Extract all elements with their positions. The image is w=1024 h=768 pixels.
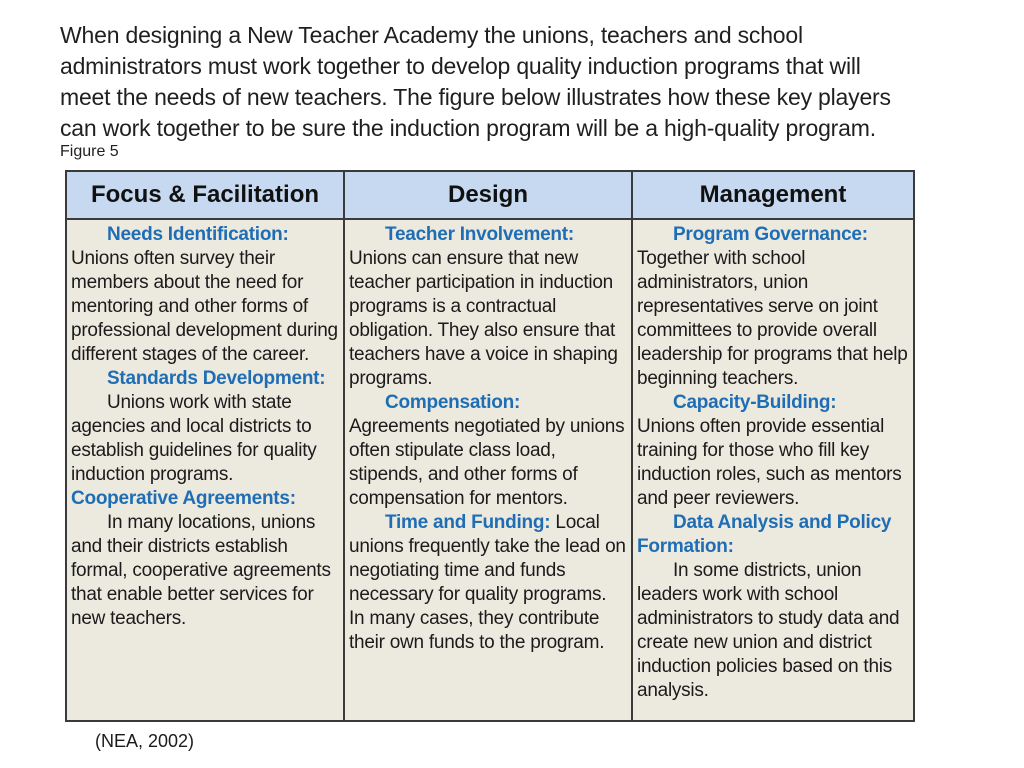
section-body: Unions can ensure that new teacher participation in induction programs is a contractual obligation. They also ensure that teachers have a voice in shaping programs. (349, 248, 618, 389)
section-body: Unions often provide essential training for those who fill key induction roles, such as mentors and peer reviewers. (637, 416, 902, 509)
section-body-inline: Local unions frequently take the lead on negotiating time and funds necessary for quality programs. In many cases, they contribute their own funds to the program. (349, 512, 626, 653)
citation: (NEA, 2002) (95, 731, 195, 751)
section-heading-text: Program Governance: (673, 224, 868, 245)
intro-line: administrators must work together to develop quality induction programs that will (60, 53, 861, 79)
section-heading (71, 487, 338, 511)
section-heading (637, 391, 908, 415)
section-heading-text: Teacher Involvement: (385, 224, 574, 245)
section-body: In many locations, unions and their districts establish formal, cooperative agreements that enable better services for new teachers. (71, 512, 331, 629)
section-body: In some districts, union leaders work with school administrators to study data and create new union and district induction policies based on this analysis. (637, 560, 900, 701)
section-body: Together with school administrators, union representatives serve on joint committees to provide overall leadership for programs that help beginning teachers. (637, 248, 908, 389)
section-heading-text: Standards Development: (107, 368, 326, 389)
table-body-row (67, 220, 913, 720)
induction-roles-table (65, 170, 915, 722)
intro-paragraph (60, 20, 891, 144)
section-heading-text: Cooperative Agreements: (71, 488, 296, 509)
section-heading-text: Time and Funding: (385, 512, 551, 533)
section-heading (71, 223, 338, 247)
section-heading-with-body (349, 511, 626, 655)
section-heading (349, 391, 626, 415)
intro-line: can work together to be sure the induction program will be a high-quality program. (60, 115, 876, 141)
column-header-focus-facilitation: Focus & Facilitation (67, 172, 345, 218)
section-heading-text: Compensation: (385, 392, 521, 413)
section-heading-text: Capacity-Building: (673, 392, 837, 413)
section-heading-text: Needs Identification: (107, 224, 289, 245)
cell-design (345, 220, 633, 720)
column-header-management: Management (699, 181, 847, 208)
section-heading (637, 511, 908, 559)
intro-line: meet the needs of new teachers. The figure below illustrates how these key players (60, 84, 891, 110)
column-header-design: Design (345, 172, 633, 218)
section-body: Agreements negotiated by unions often stipulate class load, stipends, and other forms of compensation for mentors. (349, 416, 625, 509)
section-heading-text: Data Analysis and Policy Formation: (637, 512, 892, 557)
section-body: Unions often survey their members about the need for mentoring and other forms of professional development during different stages of the career. (71, 248, 338, 365)
section-heading (349, 223, 626, 247)
figure-label: Figure 5 (60, 143, 119, 160)
intro-line: When designing a New Teacher Academy the unions, teachers and school (60, 22, 803, 48)
cell-management (633, 220, 913, 720)
section-body: Unions work with state agencies and local districts to establish guidelines for quality induction programs. (71, 392, 317, 485)
table-header-row (67, 172, 913, 220)
cell-focus-facilitation (67, 220, 345, 720)
section-heading (71, 367, 338, 391)
section-heading (637, 223, 908, 247)
